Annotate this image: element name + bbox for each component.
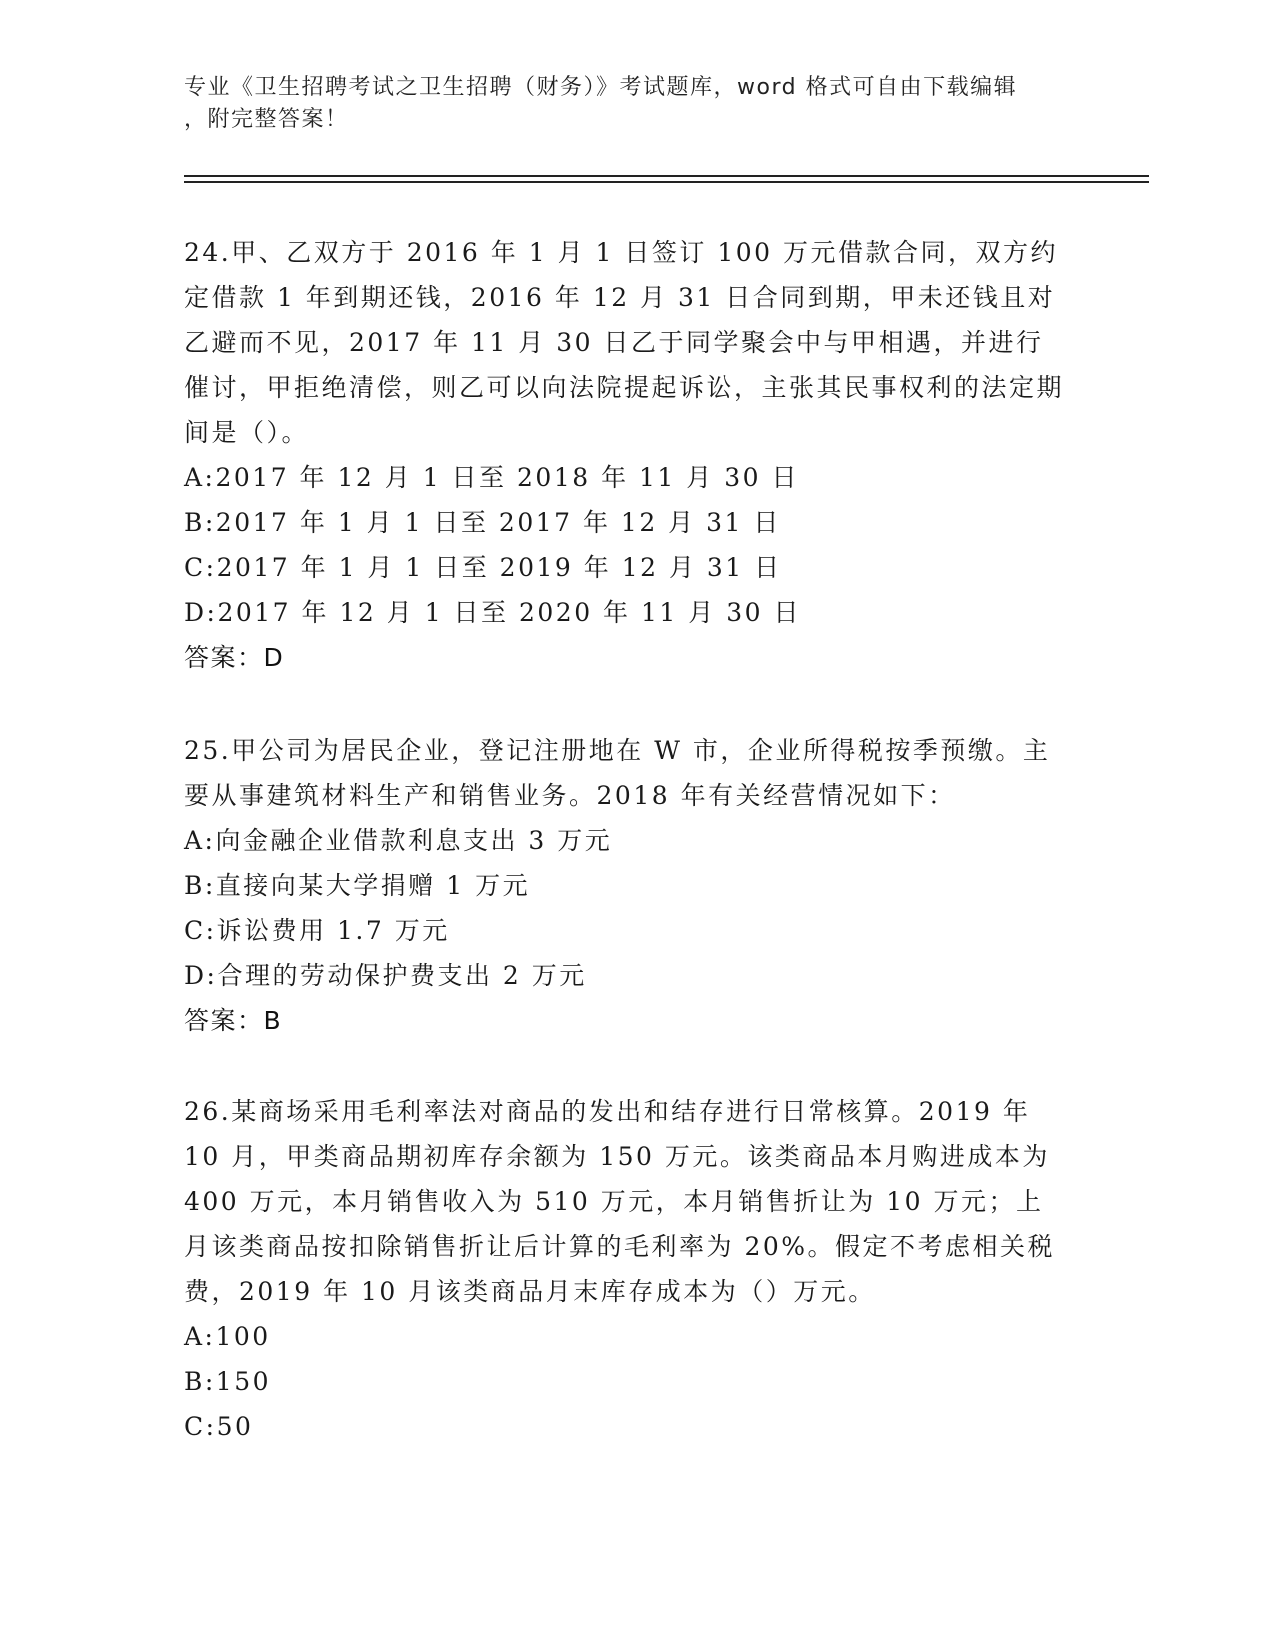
option-d xyxy=(184,953,1064,998)
option-b xyxy=(184,500,1064,545)
option-text: 2017 年 1 月 1 日至 2017 年 12 月 31 日 xyxy=(215,508,781,537)
option-text: 合理的劳动保护费支出 2 万元 xyxy=(217,961,587,990)
option-text: 向金融企业借款利息支出 3 万元 xyxy=(215,826,613,855)
option-c xyxy=(184,545,1064,590)
option-text: 2017 年 12 月 1 日至 2020 年 11 月 30 日 xyxy=(217,598,801,627)
option-c xyxy=(184,908,1064,953)
question-text: 24.甲、乙双方于 2016 年 1 月 1 日签订 100 万元借款合同，双方约定借款 1 年到期还钱，2016 年 12 月 31 日合同到期，甲未还钱且对乙避而不见，2017 年 11 月 30 日乙于同学聚会中与甲相遇，并进行催讨，甲拒绝清偿，则乙可以向法院提起诉讼，主张其民事权利的法定期间是（）。 xyxy=(184,238,1065,447)
option-b xyxy=(184,1359,1064,1404)
option-letter: C: xyxy=(184,553,217,582)
header-divider-bottom xyxy=(184,181,1149,183)
option-text: 150 xyxy=(215,1367,272,1396)
option-a xyxy=(184,818,1064,863)
header-divider-top xyxy=(184,175,1149,177)
answer-label: 答案：B xyxy=(184,1006,283,1035)
option-b xyxy=(184,863,1064,908)
option-list xyxy=(184,455,1064,635)
option-letter: D: xyxy=(184,961,218,990)
option-d xyxy=(184,590,1064,635)
option-letter: A: xyxy=(184,463,216,492)
question-text: 25.甲公司为居民企业，登记注册地在 W 市，企业所得税按季预缴。主要从事建筑材料生产和销售业务。2018 年有关经营情况如下： xyxy=(184,736,1051,810)
option-list xyxy=(184,1314,1064,1449)
option-letter: A: xyxy=(184,1322,216,1351)
option-letter: C: xyxy=(184,1412,217,1441)
option-text: 诉讼费用 1.7 万元 xyxy=(216,916,450,945)
document-header xyxy=(184,72,1054,136)
option-a xyxy=(184,1314,1064,1359)
option-letter: C: xyxy=(184,916,217,945)
question-text: 26.某商场采用毛利率法对商品的发出和结存进行日常核算。2019 年 10 月，甲类商品期初库存余额为 150 万元。该类商品本月购进成本为 400 万元，本月销售收入为 510 万元，本月销售折让为 10 万元；上月该类商品按扣除销售折让后计算的毛利率为 20%。假定不考虑相关税费，2019 年 10 月该类商品月末库存成本为（）万元。 xyxy=(184,1097,1056,1306)
option-text: 100 xyxy=(215,1322,271,1351)
option-letter: D: xyxy=(184,598,218,627)
option-list xyxy=(184,818,1064,998)
option-text: 50 xyxy=(216,1412,254,1441)
question-26 xyxy=(184,1089,1064,1449)
answer-label: 答案：D xyxy=(184,643,285,672)
option-text: 2017 年 12 月 1 日至 2018 年 11 月 30 日 xyxy=(215,463,799,492)
option-text: 直接向某大学捐赠 1 万元 xyxy=(215,871,531,900)
option-c xyxy=(184,1404,1064,1449)
option-letter: A: xyxy=(184,826,216,855)
option-letter: B: xyxy=(184,508,216,537)
option-text: 2017 年 1 月 1 日至 2019 年 12 月 31 日 xyxy=(216,553,782,582)
option-letter: B: xyxy=(184,1367,216,1396)
option-letter: B: xyxy=(184,871,216,900)
question-25 xyxy=(184,728,1064,1043)
header-line-2: ，附完整答案！ xyxy=(184,107,349,132)
question-24 xyxy=(184,230,1064,680)
header-line-1: 专业《卫生招聘考试之卫生招聘（财务）》考试题库，word 格式可自由下载编辑 xyxy=(184,75,1018,100)
option-a xyxy=(184,455,1064,500)
